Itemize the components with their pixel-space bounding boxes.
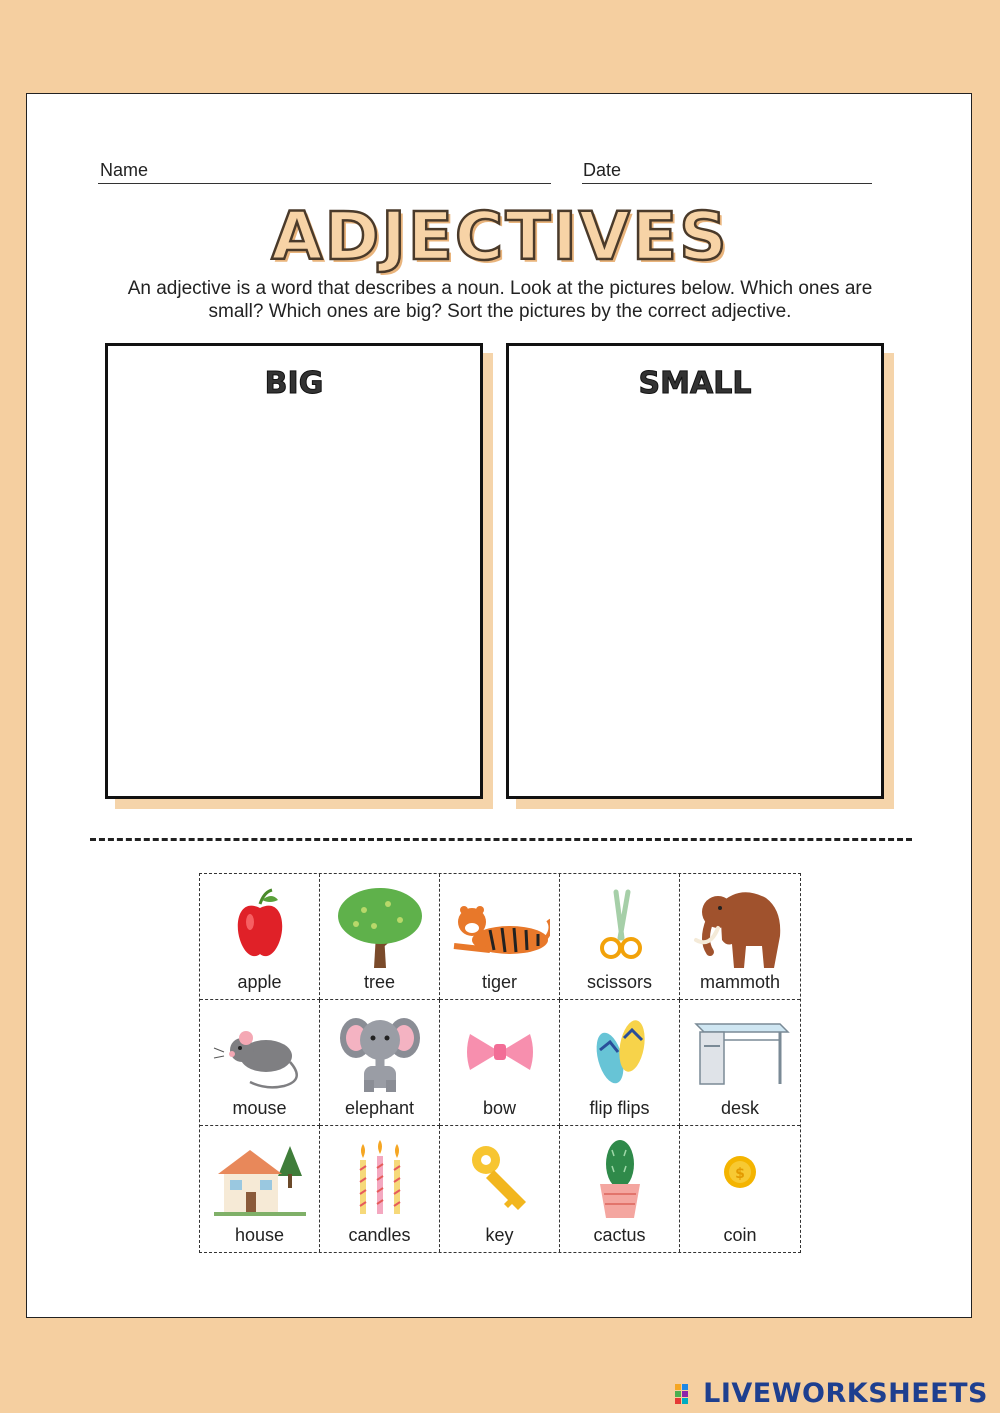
flip-flops-icon [570, 1010, 670, 1094]
date-label: Date [583, 160, 622, 180]
card-label: cactus [593, 1225, 646, 1245]
card-label: key [485, 1225, 514, 1245]
key-icon [450, 1136, 550, 1220]
svg-text:$: $ [735, 1166, 745, 1182]
desk-icon [690, 1010, 790, 1094]
card-label: mouse [232, 1098, 287, 1118]
card-house[interactable] [200, 1126, 320, 1252]
card-bow[interactable] [440, 1000, 560, 1126]
card-scissors[interactable] [560, 874, 680, 1000]
card-label: tree [363, 972, 396, 992]
brand-text: LIVEWORKSHEETS [703, 1378, 988, 1409]
tiger-icon [450, 884, 550, 968]
cut-line-divider [90, 838, 912, 841]
card-label: tiger [481, 972, 517, 992]
candles-icon [330, 1136, 430, 1220]
card-label: coin [723, 1225, 757, 1245]
card-apple[interactable] [200, 874, 320, 1000]
card-cactus[interactable] [560, 1126, 680, 1252]
liveworksheets-brand [675, 1378, 988, 1409]
coin-icon [690, 1136, 790, 1220]
card-label: bow [482, 1098, 517, 1118]
card-candles[interactable] [320, 1126, 440, 1252]
mammoth-icon [690, 884, 790, 968]
big-heading: BIG [264, 366, 324, 401]
card-desk[interactable] [680, 1000, 800, 1126]
card-flip-flops[interactable] [560, 1000, 680, 1126]
instructions-text: An adjective is a word that describes a noun. Look at the pictures below. Which ones are small? Which ones are big? Sort the pictures by the correct adjective. [127, 278, 873, 322]
card-elephant[interactable] [320, 1000, 440, 1126]
card-label: flip flips [589, 1098, 650, 1118]
card-label: apple [237, 972, 282, 992]
tree-icon [330, 884, 430, 968]
mouse-icon [210, 1010, 310, 1094]
small-heading: SMALL [638, 366, 752, 401]
elephant-icon [330, 1010, 430, 1094]
picture-card-grid [199, 873, 801, 1253]
card-label: scissors [586, 972, 652, 992]
date-field[interactable] [582, 183, 872, 184]
worksheet-title: ADJECTIVES [271, 198, 729, 275]
small-drop-zone[interactable] [506, 343, 884, 799]
name-field[interactable] [98, 183, 551, 184]
card-coin[interactable] [680, 1126, 800, 1252]
cactus-icon [570, 1136, 670, 1220]
card-tiger[interactable] [440, 874, 560, 1000]
card-label: house [234, 1225, 285, 1245]
name-label: Name [100, 160, 149, 180]
card-key[interactable] [440, 1126, 560, 1252]
card-label: desk [720, 1098, 760, 1118]
house-icon [210, 1136, 310, 1220]
card-label: elephant [344, 1098, 415, 1118]
big-drop-zone[interactable] [105, 343, 483, 799]
apple-icon [210, 884, 310, 968]
card-label: candles [348, 1225, 411, 1245]
card-label: mammoth [699, 972, 780, 992]
card-mammoth[interactable] [680, 874, 800, 1000]
bow-icon [450, 1010, 550, 1094]
scissors-icon [570, 884, 670, 968]
card-tree[interactable] [320, 874, 440, 1000]
card-mouse[interactable] [200, 1000, 320, 1126]
liveworksheets-logo-icon [675, 1382, 699, 1406]
